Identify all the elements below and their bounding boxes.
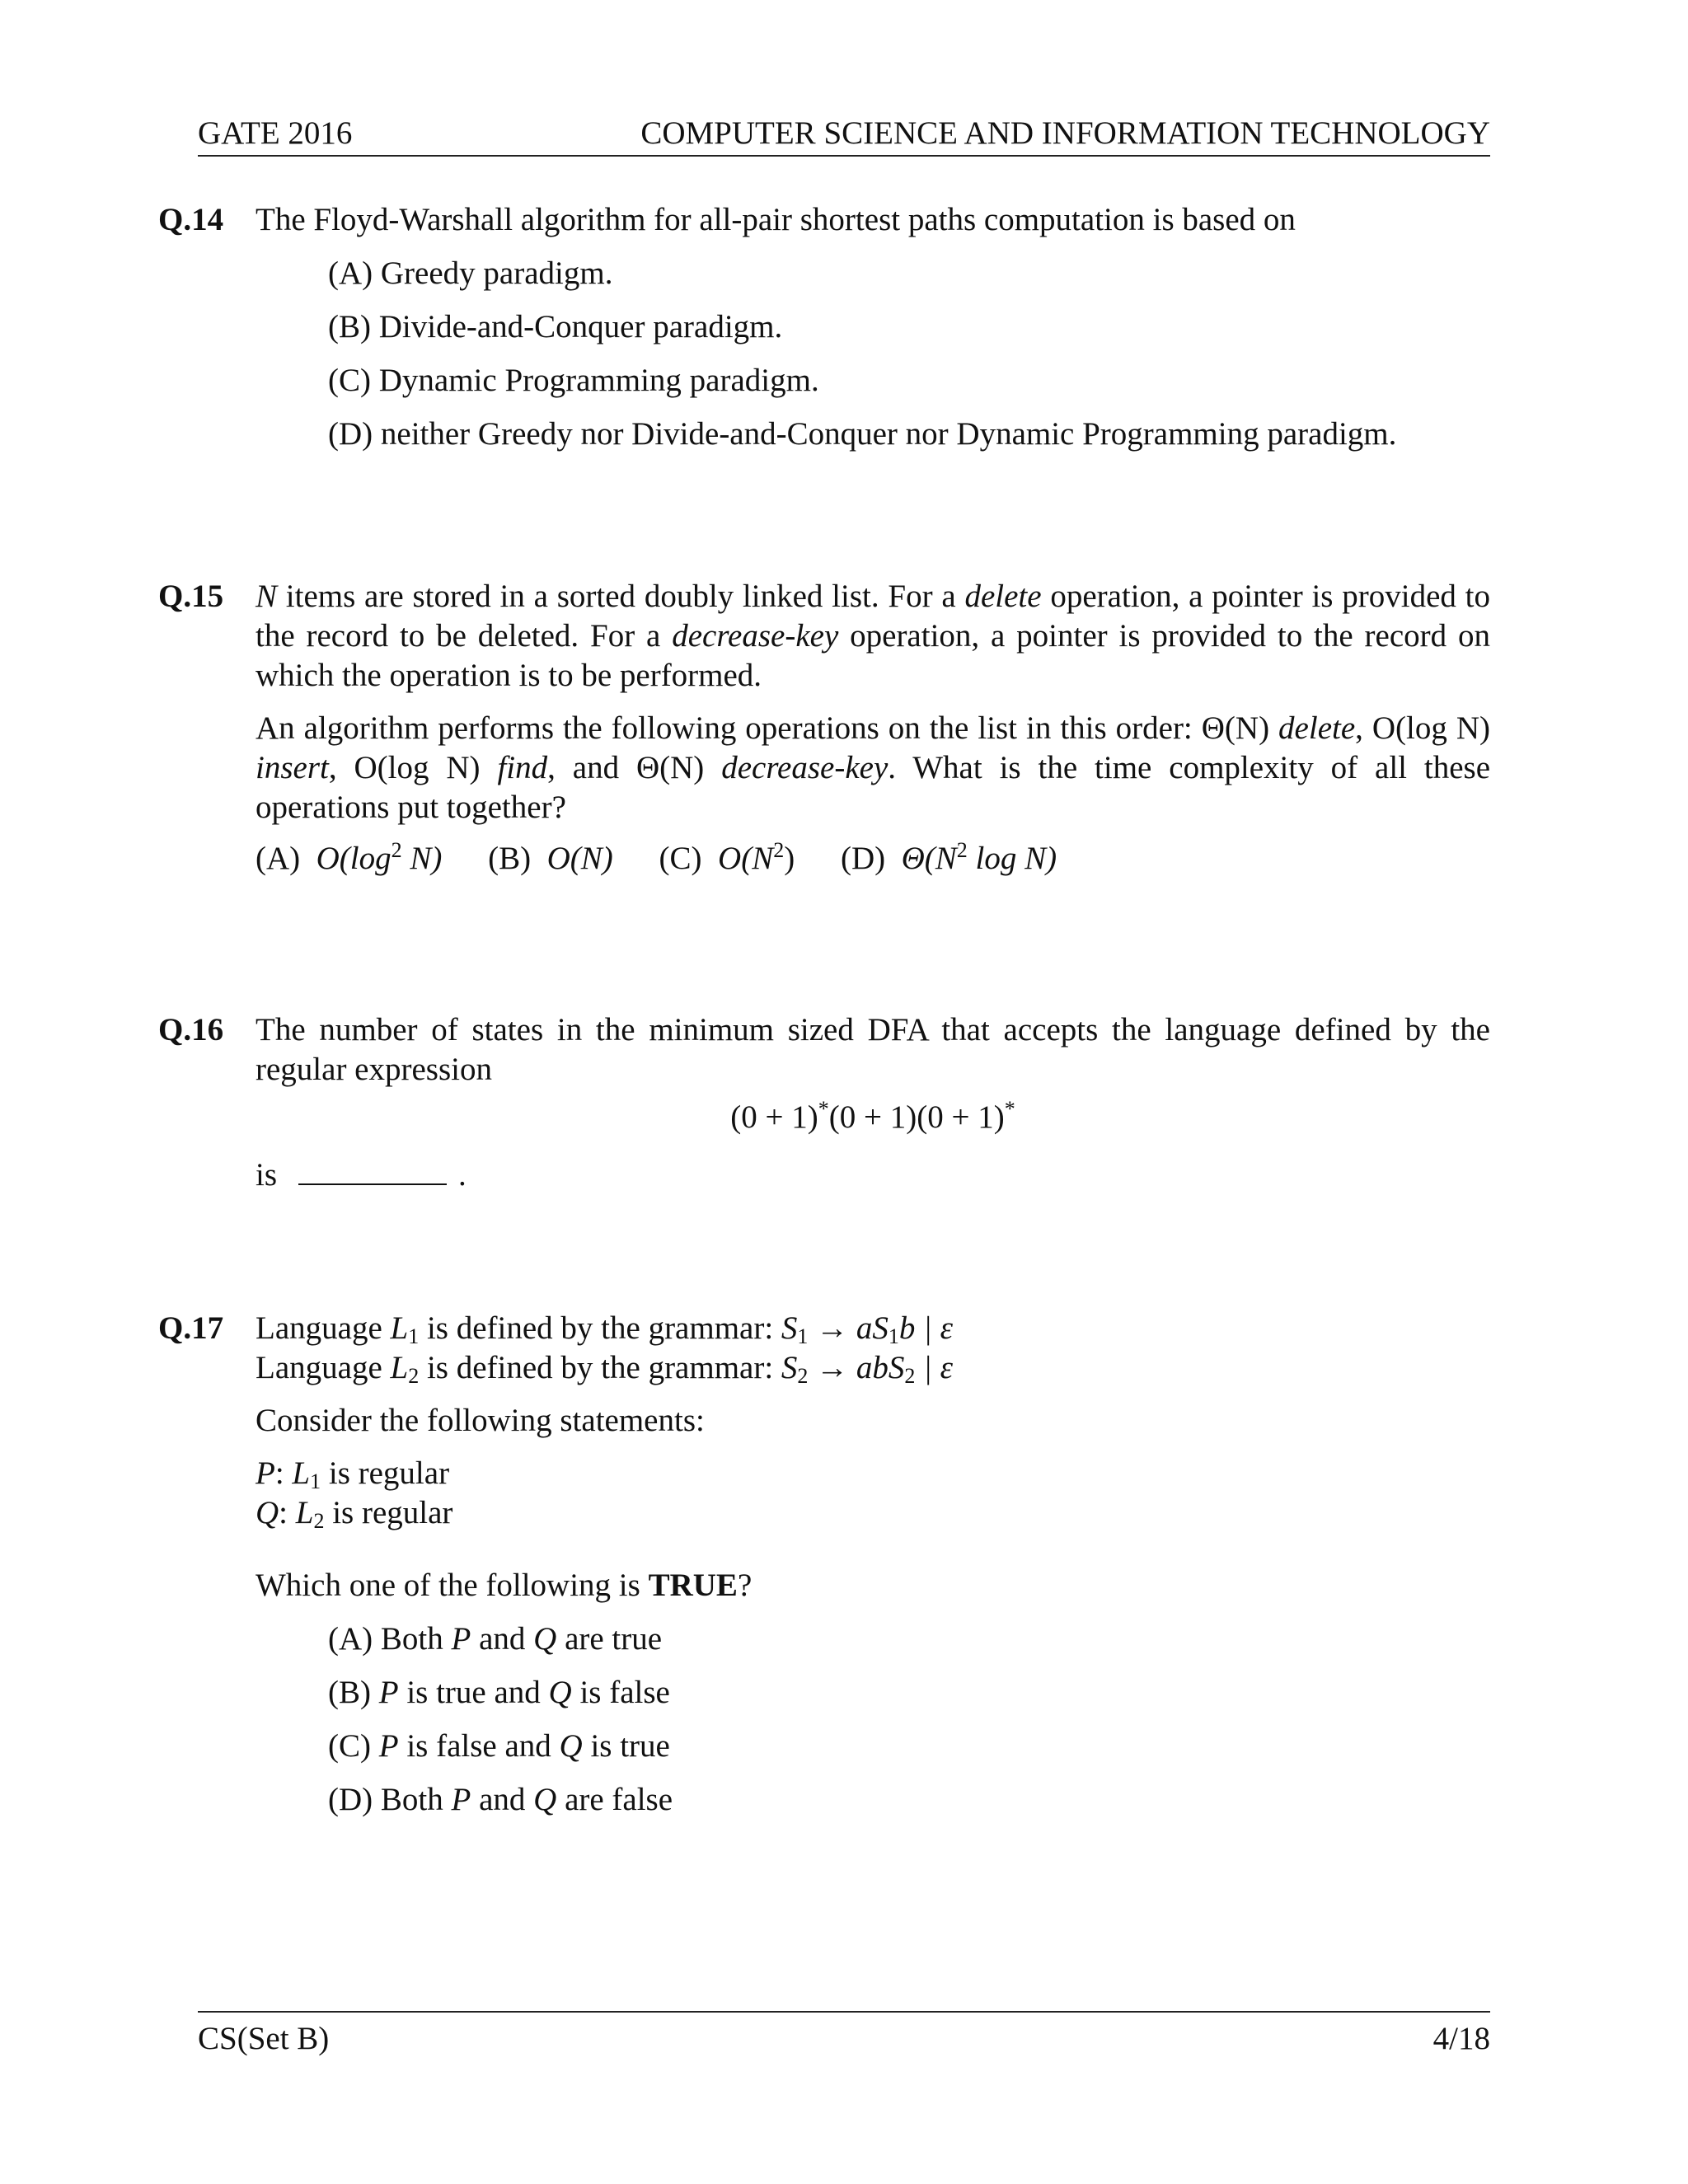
consider-text: Consider the following statements: <box>256 1403 705 1438</box>
option-c: (C) $O(N^2)$ <box>659 838 795 876</box>
header-exam: GATE 2016 <box>198 115 353 151</box>
question-operations: An algorithm performs the following operations on the list in this order: Θ(N) delete, O(log N) insert, O(log N) find, and Θ(N) decrease-key. What is the time complexity of all these operations put together? <box>256 710 1491 825</box>
footer-set: CS(Set B) <box>198 2021 330 2056</box>
option-b: (B) O(N) <box>488 841 613 876</box>
question-17 <box>158 1309 1490 1820</box>
header-subject: COMPUTER SCIENCE AND INFORMATION TECHNOLOGY <box>640 115 1490 151</box>
option-c: (C) P is false and Q is true <box>328 1728 670 1764</box>
question-number: Q.17 <box>158 1310 224 1346</box>
question-16 <box>158 1010 1490 1195</box>
question-text: The Floyd-Warshall algorithm for all-pair shortest paths computation is based on <box>256 202 1296 237</box>
regular-expression: (0 + 1)*(0 + 1)(0 + 1)* <box>730 1097 1015 1135</box>
option-a: (A) Greedy paradigm. <box>328 255 613 291</box>
page-header <box>198 109 1490 157</box>
options-list <box>328 1619 1490 1820</box>
question-number: Q.14 <box>158 202 224 237</box>
page-number: 4/18 <box>1432 2021 1490 2056</box>
question-text: The number of states in the minimum sized DFA that accepts the language defined by the regular expression <box>256 1012 1490 1087</box>
option-c: (C) Dynamic Programming paradigm. <box>328 363 819 398</box>
question-number: Q.15 <box>158 579 224 614</box>
option-d: (D) Both P and Q are false <box>328 1782 673 1817</box>
term-decrease-key: decrease-key <box>672 618 839 654</box>
statement-q: Q: $L_2$ is regular <box>256 1495 453 1533</box>
question-14 <box>158 200 1490 454</box>
question-text: N items are stored in a sorted doubly linked list. For a delete operation, a pointer is provided to the record to be deleted. For a decrease-key operation, a pointer is provided to the record on which the operation is to be performed. <box>256 579 1490 693</box>
answer-blank <box>298 1159 447 1185</box>
option-d: (D) $\Theta(N^2$ log N) <box>840 838 1057 876</box>
question-number: Q.16 <box>158 1012 224 1047</box>
option-a: (A) $O(\log^2$ N) <box>256 838 443 876</box>
question-15 <box>158 577 1490 879</box>
answer-line: is . <box>256 1157 467 1193</box>
statement-p: P: $L_1$ is regular <box>256 1455 450 1493</box>
grammar-l2: Language $L_2$ is defined by the grammar: $S_2 \to abS_2$ | ε <box>256 1350 954 1388</box>
page-footer <box>198 2011 1490 2070</box>
grammar-l1: Language $L_1$ is defined by the grammar: $S_1 \to aS_1b$ | ε <box>256 1310 954 1348</box>
options-list <box>328 254 1490 454</box>
option-d: (D) neither Greedy nor Divide-and-Conquer nor Dynamic Programming paradigm. <box>328 416 1397 452</box>
option-a: (A) Both P and Q are true <box>328 1621 663 1657</box>
option-b: (B) Divide-and-Conquer paradigm. <box>328 309 783 344</box>
options-row <box>256 839 1490 879</box>
term-delete: delete <box>964 579 1042 614</box>
option-b: (B) P is true and Q is false <box>328 1675 670 1710</box>
which-text: Which one of the following is TRUE? <box>256 1568 753 1603</box>
variable-n: N <box>256 579 278 614</box>
